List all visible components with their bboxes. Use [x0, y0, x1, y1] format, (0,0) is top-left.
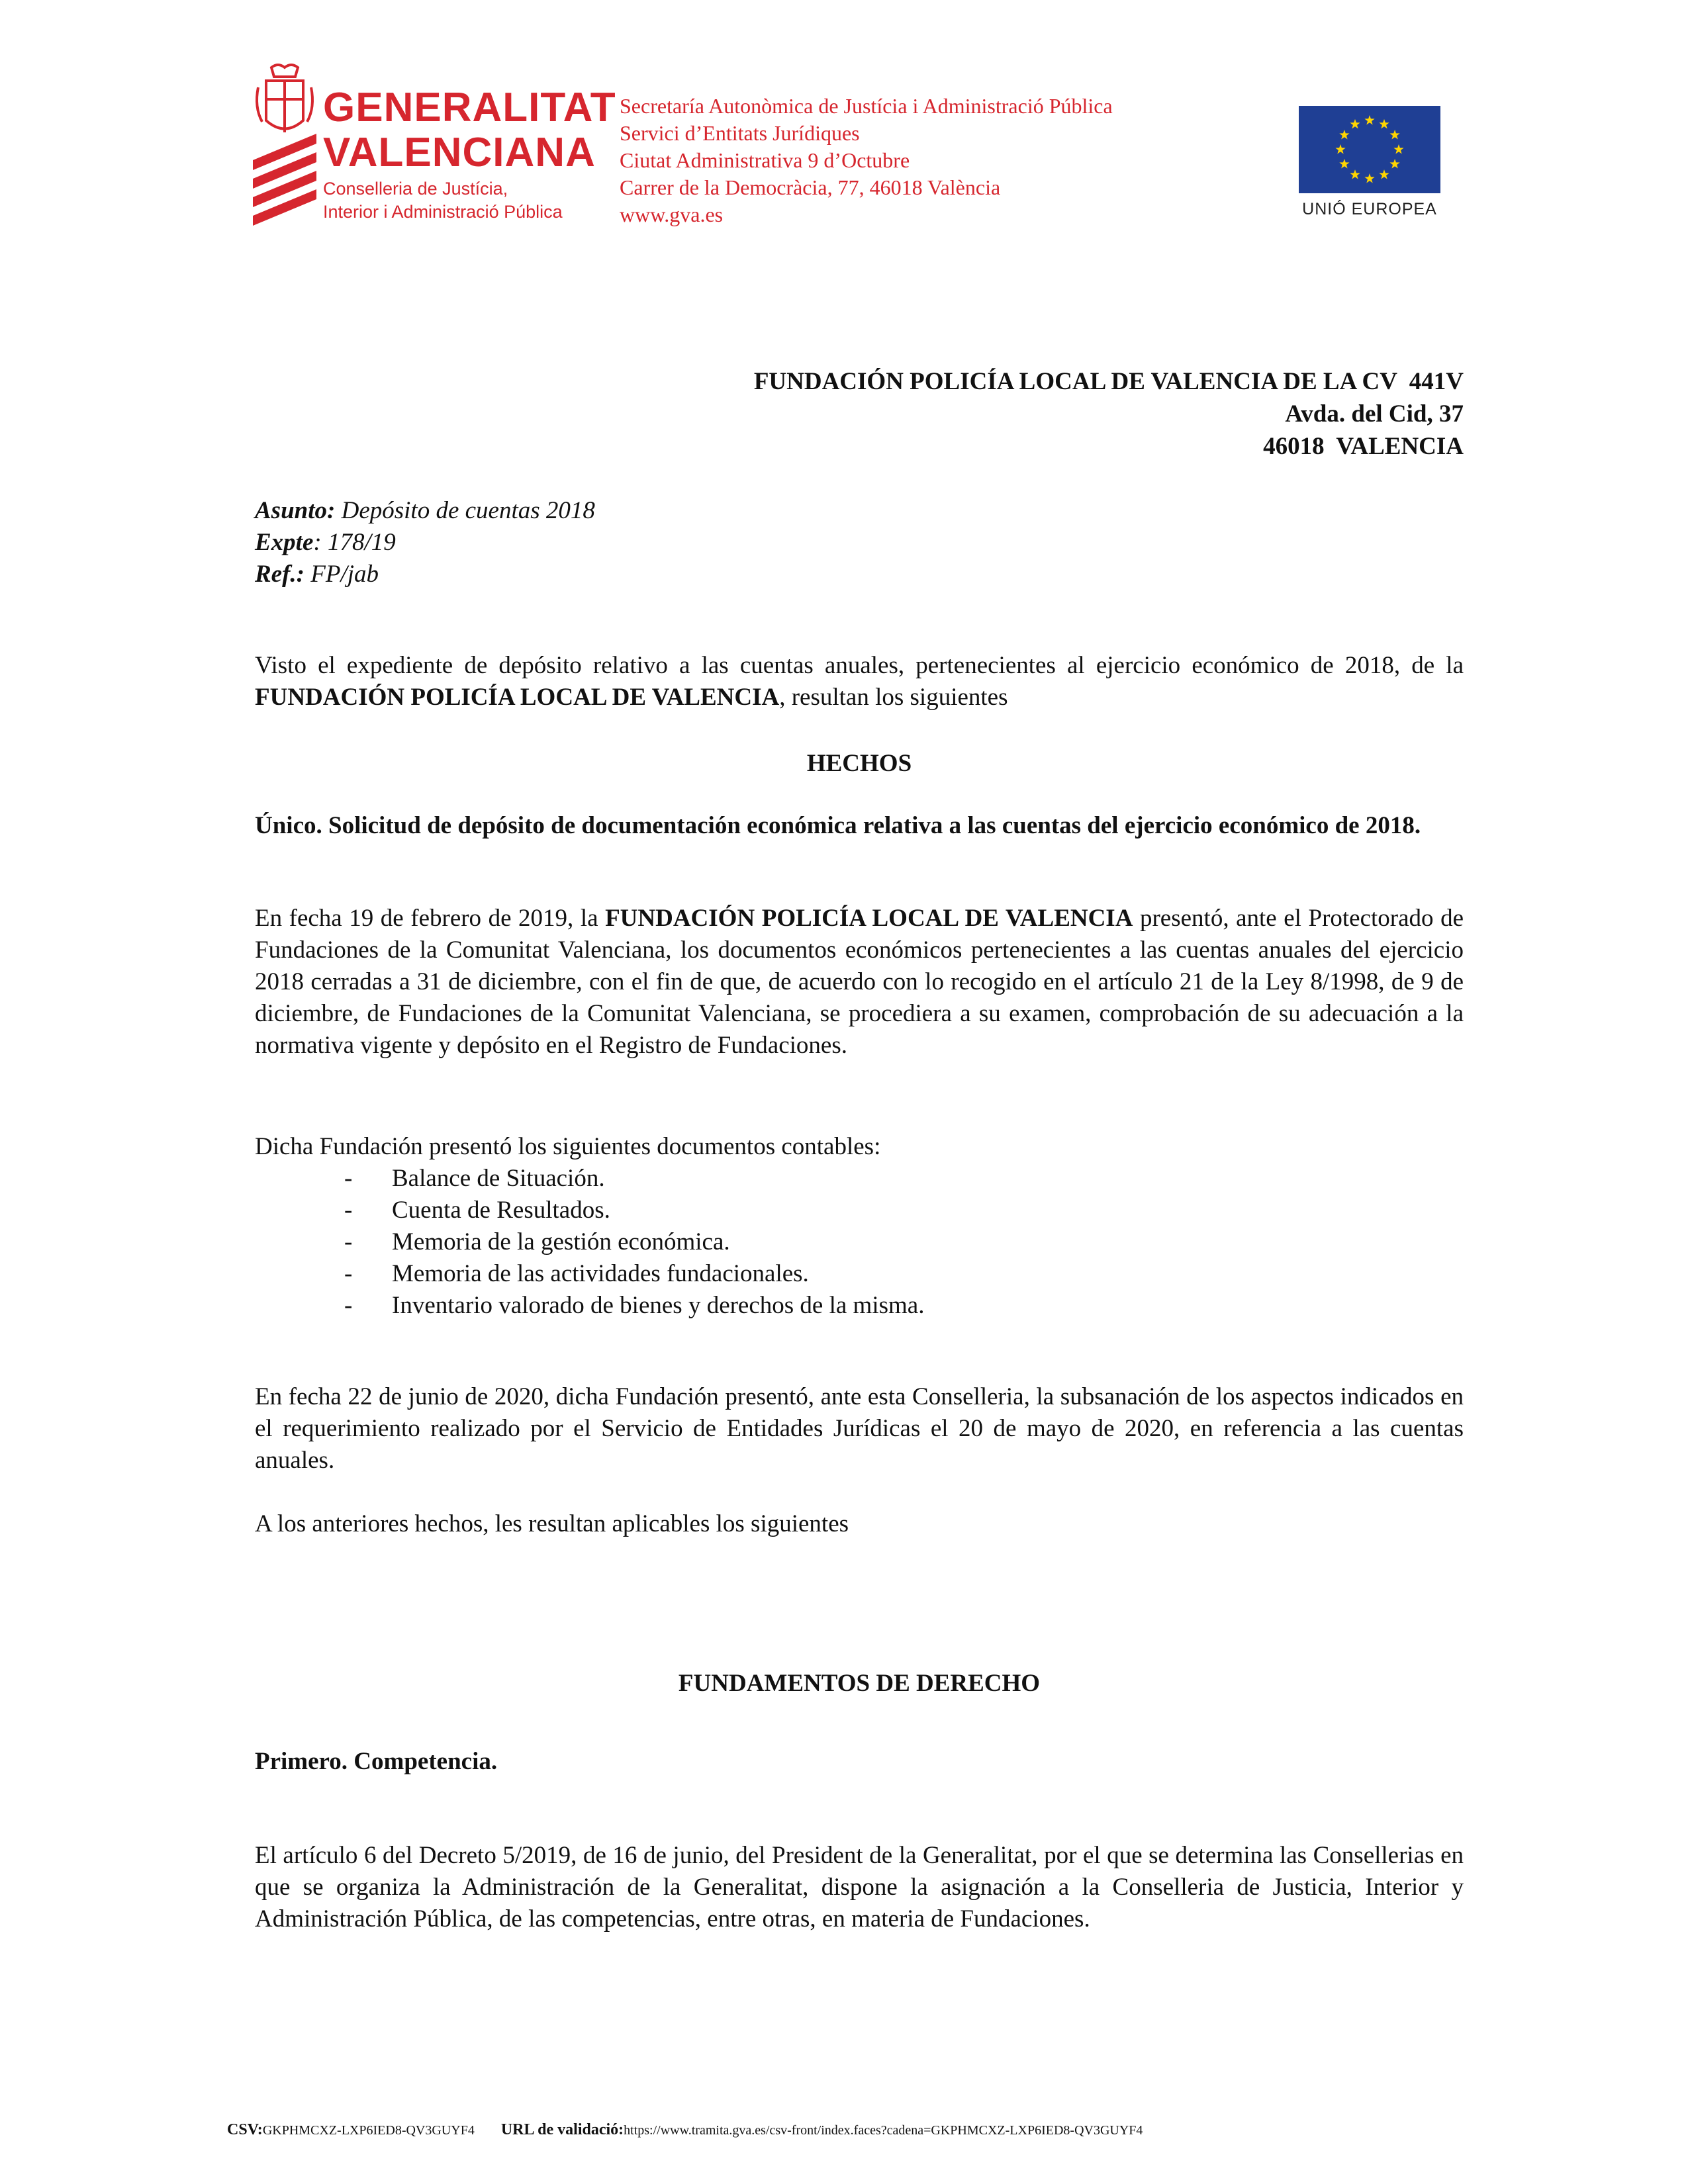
list-item: - Memoria de las actividades fundacionales. — [344, 1260, 809, 1287]
validation-url[interactable]: https://www.tramita.gva.es/csv-front/index.faces?cadena=GKPHMCXZ-LXP6IED8-QV3GUYF4 — [624, 2123, 1143, 2138]
sender-address — [620, 93, 1113, 228]
eu-star-icon — [1364, 173, 1374, 183]
eu-star-icon — [1390, 159, 1400, 168]
hechos-paragraph: En fecha 19 de febrero de 2019, la FUNDACIÓN POLICÍA LOCAL DE VALENCIA presentó, ante el Protectorado de Fundaciones de la Comunitat Valenciana, los documentos económicos pertenecientes a las cuentas anuales del ejercicio 2018 cerradas a 31 de diciembre, con el fin de que, de acuerdo con lo recogido en el artículo 21 de la Ley 8/1998, de 9 de diciembre, de Fundaciones de la Comunitat Valenciana, se procediera a su examen, comprobación de su adecuación a la normativa vigente y depósito en el Registro de Fundaciones. — [255, 905, 1464, 1059]
eu-star-icon — [1339, 159, 1349, 168]
address-line: Secretaría Autonòmica de Justícia i Administració Pública — [620, 94, 1113, 118]
addressee-city: 46018 VALENCIA — [1263, 433, 1464, 460]
address-website: www.gva.es — [620, 203, 724, 226]
subsanacion-paragraph: En fecha 22 de junio de 2020, dicha Fundación presentó, ante esta Conselleria, la subsanación de los aspectos indicados en el requerimiento realizado por el Servicio de Entidades Jurídicas el 20 de mayo de 2020, en referencia a las cuentas anuales. — [255, 1383, 1464, 1474]
logo-dept-line2: Interior i Administració Pública — [323, 202, 563, 222]
address-line: Servici d’Entitats Jurídiques — [620, 121, 860, 145]
unico-heading: Único. Solicitud de depósito de documentación económica relativa a las cuentas del ejercicio económico de 2018. — [255, 812, 1421, 839]
subject-block — [255, 495, 595, 590]
csv-label: CSV: — [227, 2121, 263, 2138]
competencia-paragraph: El artículo 6 del Decreto 5/2019, de 16 de junio, del President de la Generalitat, por el que se determina las Consellerias en que se organiza la Administración de la Generalitat, dispone la asignación a la Conselleria de Justicia, Interior y Administración Pública, de las competencias, entre otras, en materia de Fundaciones. — [255, 1842, 1464, 1933]
addressee-block — [754, 365, 1464, 463]
logo-name-line1: GENERALITAT — [323, 85, 616, 130]
list-item: - Balance de Situación. — [344, 1165, 605, 1192]
eu-star-icon — [1379, 119, 1389, 128]
fundamentos-heading: FUNDAMENTOS DE DERECHO — [678, 1670, 1041, 1697]
eu-flag-icon — [1299, 106, 1440, 193]
logo-dept-line1: Conselleria de Justícia, — [323, 179, 508, 199]
generalitat-emblem-icon — [252, 61, 318, 226]
list-item: - Cuenta de Resultados. — [344, 1197, 610, 1224]
documents-intro: Dicha Fundación presentó los siguientes documentos contables: — [255, 1133, 881, 1160]
eu-star-icon — [1364, 115, 1374, 124]
addressee-name: FUNDACIÓN POLICÍA LOCAL DE VALENCIA DE LA CV 441V — [753, 368, 1464, 395]
eu-star-icon — [1335, 144, 1345, 154]
eu-star-icon — [1339, 130, 1349, 139]
url-label: URL de validació: — [500, 2121, 624, 2138]
addressee-street: Avda. del Cid, 37 — [1285, 400, 1464, 428]
hechos-heading: HECHOS — [806, 750, 912, 777]
list-item: - Memoria de la gestión económica. — [344, 1228, 730, 1255]
validation-footer — [227, 2121, 1143, 2139]
address-line: Carrer de la Democràcia, 77, 46018 València — [620, 175, 1001, 199]
csv-value: GKPHMCXZ-LXP6IED8-QV3GUYF4 — [262, 2123, 475, 2138]
documents-list — [344, 1163, 924, 1322]
eu-logo — [1299, 106, 1444, 219]
eu-star-icon — [1390, 130, 1400, 139]
intro-paragraph: Visto el expediente de depósito relativo a las cuentas anuales, pertenecientes al ejercicio económico de 2018, de la FUNDACIÓN POLICÍA LOCAL DE VALENCIA, resultan los siguientes — [255, 652, 1464, 711]
subject-ref: Ref.: FP/jab — [255, 561, 379, 588]
eu-star-icon — [1350, 169, 1360, 179]
subject-asunto: Asunto: Depósito de cuentas 2018 — [255, 497, 595, 524]
eu-star-icon — [1393, 144, 1403, 154]
logo-name-line2: VALENCIANA — [323, 130, 596, 175]
list-item: - Inventario valorado de bienes y derechos de la misma. — [344, 1292, 925, 1319]
eu-star-icon — [1350, 119, 1360, 128]
eu-label: UNIÓ EUROPEA — [1302, 200, 1437, 218]
transition-paragraph: A los anteriores hechos, les resultan aplicables los siguientes — [255, 1510, 849, 1537]
generalitat-logo — [252, 61, 616, 226]
address-line: Ciutat Administrativa 9 d’Octubre — [620, 148, 910, 172]
eu-star-icon — [1379, 169, 1389, 179]
primero-heading: Primero. Competencia. — [255, 1748, 498, 1775]
subject-expte: Expte: 178/19 — [255, 529, 396, 556]
